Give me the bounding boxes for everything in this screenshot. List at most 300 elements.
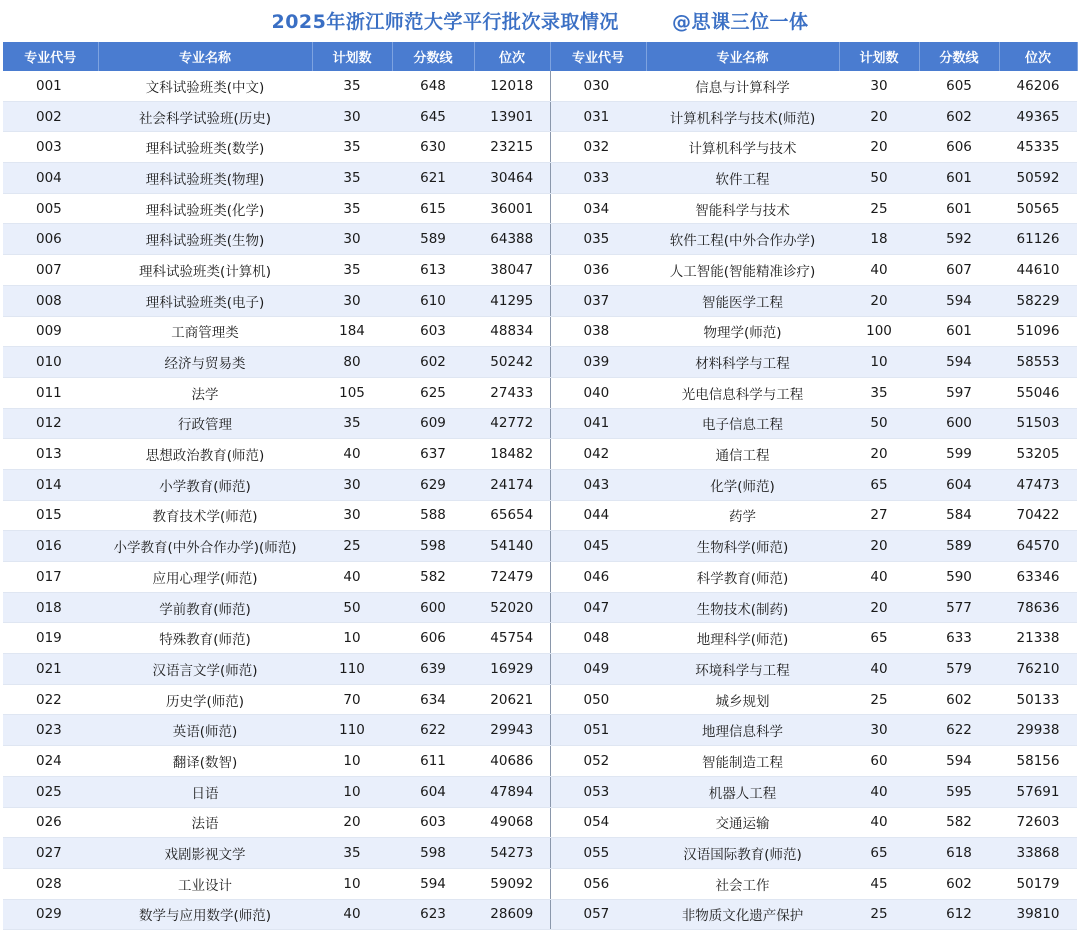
table-cell: 生物技术(制药) (646, 592, 839, 623)
table-cell: 031 (550, 101, 646, 132)
table-cell: 057 (550, 899, 646, 930)
table-cell: 51503 (999, 408, 1077, 439)
table-cell: 化学(师范) (646, 469, 839, 500)
table-cell: 38047 (474, 255, 550, 286)
table-cell: 47473 (999, 469, 1077, 500)
table-body (3, 71, 1077, 930)
table-cell: 地理科学(师范) (646, 623, 839, 654)
table-cell: 577 (919, 592, 999, 623)
table-cell: 58229 (999, 285, 1077, 316)
table-cell: 学前教育(师范) (98, 592, 312, 623)
table-row (3, 132, 1077, 163)
table-cell: 16929 (474, 654, 550, 685)
table-row (3, 746, 1077, 777)
table-cell: 029 (3, 899, 98, 930)
table-cell: 65 (839, 469, 919, 500)
table-cell: 58553 (999, 347, 1077, 378)
table-cell: 47894 (474, 776, 550, 807)
table-cell: 602 (919, 684, 999, 715)
table-cell: 629 (392, 469, 474, 500)
table-cell: 35 (312, 408, 392, 439)
table-cell: 64570 (999, 531, 1077, 562)
table-cell: 35 (312, 193, 392, 224)
table-cell: 033 (550, 163, 646, 194)
table-cell: 023 (3, 715, 98, 746)
table-cell: 009 (3, 316, 98, 347)
table-cell: 40 (839, 776, 919, 807)
table-cell: 594 (392, 868, 474, 899)
table-cell: 60 (839, 746, 919, 777)
table-cell: 35 (312, 838, 392, 869)
table-cell: 634 (392, 684, 474, 715)
table-cell: 40 (839, 255, 919, 286)
table-cell: 606 (392, 623, 474, 654)
table-cell: 58156 (999, 746, 1077, 777)
table-cell: 30 (839, 715, 919, 746)
table-row (3, 531, 1077, 562)
table-cell: 637 (392, 439, 474, 470)
table-cell: 27 (839, 500, 919, 531)
table-cell: 20 (312, 807, 392, 838)
table-cell: 615 (392, 193, 474, 224)
table-cell: 600 (392, 592, 474, 623)
table-cell: 043 (550, 469, 646, 500)
table-cell: 110 (312, 715, 392, 746)
table-cell: 10 (312, 776, 392, 807)
table-cell: 184 (312, 316, 392, 347)
table-cell: 105 (312, 377, 392, 408)
table-cell: 61126 (999, 224, 1077, 255)
table-cell: 018 (3, 592, 98, 623)
table-cell: 035 (550, 224, 646, 255)
table-cell: 047 (550, 592, 646, 623)
table-cell: 40 (312, 899, 392, 930)
table-cell: 工商管理类 (98, 316, 312, 347)
table-cell: 理科试验班类(电子) (98, 285, 312, 316)
table-cell: 工业设计 (98, 868, 312, 899)
table-cell: 30 (312, 500, 392, 531)
table-cell: 40 (312, 439, 392, 470)
table-cell: 思想政治教育(师范) (98, 439, 312, 470)
table-cell: 汉语言文学(师范) (98, 654, 312, 685)
table-cell: 622 (392, 715, 474, 746)
table-cell: 30 (312, 285, 392, 316)
table-cell: 64388 (474, 224, 550, 255)
table-cell: 599 (919, 439, 999, 470)
table-cell: 35 (312, 132, 392, 163)
table-cell: 042 (550, 439, 646, 470)
table-cell: 051 (550, 715, 646, 746)
table-cell: 038 (550, 316, 646, 347)
table-cell: 592 (919, 224, 999, 255)
table-cell: 605 (919, 71, 999, 101)
table-cell: 35 (312, 255, 392, 286)
table-cell: 英语(师范) (98, 715, 312, 746)
table-cell: 52020 (474, 592, 550, 623)
table-cell: 日语 (98, 776, 312, 807)
table-cell: 社会工作 (646, 868, 839, 899)
table-cell: 026 (3, 807, 98, 838)
table-cell: 25 (839, 899, 919, 930)
table-cell: 014 (3, 469, 98, 500)
table-cell: 25 (312, 531, 392, 562)
table-cell: 582 (392, 562, 474, 593)
table-cell: 65654 (474, 500, 550, 531)
table-cell: 030 (550, 71, 646, 101)
table-cell: 数学与应用数学(师范) (98, 899, 312, 930)
table-cell: 信息与计算科学 (646, 71, 839, 101)
table-cell: 法语 (98, 807, 312, 838)
table-cell: 048 (550, 623, 646, 654)
table-cell: 579 (919, 654, 999, 685)
table-cell: 物理学(师范) (646, 316, 839, 347)
table-cell: 002 (3, 101, 98, 132)
table-cell: 584 (919, 500, 999, 531)
table-cell: 20 (839, 132, 919, 163)
table-cell: 602 (392, 347, 474, 378)
table-cell: 008 (3, 285, 98, 316)
table-cell: 040 (550, 377, 646, 408)
table-cell: 29943 (474, 715, 550, 746)
table-cell: 648 (392, 71, 474, 101)
table-cell: 药学 (646, 500, 839, 531)
table-cell: 600 (919, 408, 999, 439)
table-cell: 021 (3, 654, 98, 685)
table-cell: 72603 (999, 807, 1077, 838)
table-cell: 015 (3, 500, 98, 531)
table-row (3, 899, 1077, 930)
table-cell: 科学教育(师范) (646, 562, 839, 593)
table-cell: 65 (839, 838, 919, 869)
table-cell: 28609 (474, 899, 550, 930)
table-cell: 智能制造工程 (646, 746, 839, 777)
table-cell: 生物科学(师范) (646, 531, 839, 562)
table-cell: 621 (392, 163, 474, 194)
page-title (0, 0, 1080, 42)
table-cell: 053 (550, 776, 646, 807)
table-cell: 理科试验班类(物理) (98, 163, 312, 194)
table-row (3, 347, 1077, 378)
table-cell: 045 (550, 531, 646, 562)
header-cell: 分数线 (392, 42, 474, 71)
admission-table (3, 42, 1078, 930)
table-row (3, 408, 1077, 439)
table-row (3, 377, 1077, 408)
table-cell: 10 (312, 746, 392, 777)
table-cell: 645 (392, 101, 474, 132)
table-cell: 50 (312, 592, 392, 623)
table-cell: 017 (3, 562, 98, 593)
table-cell: 037 (550, 285, 646, 316)
table-cell: 70422 (999, 500, 1077, 531)
table-cell: 20 (839, 531, 919, 562)
table-cell: 603 (392, 316, 474, 347)
table-cell: 机器人工程 (646, 776, 839, 807)
table-cell: 25 (839, 684, 919, 715)
table-row (3, 469, 1077, 500)
table-cell: 39810 (999, 899, 1077, 930)
table-row (3, 684, 1077, 715)
table-cell: 613 (392, 255, 474, 286)
header-cell: 位次 (999, 42, 1077, 71)
table-row (3, 592, 1077, 623)
table-cell: 40686 (474, 746, 550, 777)
table-cell: 46206 (999, 71, 1077, 101)
table-cell: 589 (919, 531, 999, 562)
table-cell: 计算机科学与技术(师范) (646, 101, 839, 132)
table-cell: 623 (392, 899, 474, 930)
table-cell: 应用心理学(师范) (98, 562, 312, 593)
table-cell: 027 (3, 838, 98, 869)
table-row (3, 776, 1077, 807)
table-row (3, 193, 1077, 224)
table-cell: 48834 (474, 316, 550, 347)
table-cell: 35 (312, 163, 392, 194)
table-cell: 30464 (474, 163, 550, 194)
table-cell: 10 (312, 623, 392, 654)
table-cell: 电子信息工程 (646, 408, 839, 439)
table-row (3, 623, 1077, 654)
table-cell: 582 (919, 807, 999, 838)
table-cell: 35 (312, 71, 392, 101)
table-cell: 78636 (999, 592, 1077, 623)
table-cell: 010 (3, 347, 98, 378)
table-cell: 30 (312, 469, 392, 500)
table-cell: 通信工程 (646, 439, 839, 470)
table-cell: 594 (919, 347, 999, 378)
table-cell: 604 (392, 776, 474, 807)
table-cell: 45335 (999, 132, 1077, 163)
table-row (3, 500, 1077, 531)
table-cell: 戏剧影视文学 (98, 838, 312, 869)
table-cell: 602 (919, 868, 999, 899)
table-cell: 003 (3, 132, 98, 163)
table-cell: 18482 (474, 439, 550, 470)
table-cell: 历史学(师范) (98, 684, 312, 715)
table-cell: 595 (919, 776, 999, 807)
table-cell: 100 (839, 316, 919, 347)
table-cell: 理科试验班类(计算机) (98, 255, 312, 286)
table-row (3, 316, 1077, 347)
table-cell: 039 (550, 347, 646, 378)
table-cell: 理科试验班类(化学) (98, 193, 312, 224)
table-cell: 601 (919, 163, 999, 194)
watermark-handle: @思课三位一体 (672, 11, 809, 33)
table-cell: 35 (839, 377, 919, 408)
table-cell: 639 (392, 654, 474, 685)
table-cell: 30 (312, 224, 392, 255)
table-cell: 50242 (474, 347, 550, 378)
table-cell: 50 (839, 408, 919, 439)
table-cell: 41295 (474, 285, 550, 316)
table-cell: 80 (312, 347, 392, 378)
table-cell: 63346 (999, 562, 1077, 593)
table-cell: 044 (550, 500, 646, 531)
table-cell: 30 (312, 101, 392, 132)
table-cell: 27433 (474, 377, 550, 408)
table-cell: 45 (839, 868, 919, 899)
table-cell: 软件工程 (646, 163, 839, 194)
table-cell: 032 (550, 132, 646, 163)
table-cell: 611 (392, 746, 474, 777)
table-cell: 社会科学试验班(历史) (98, 101, 312, 132)
table-cell: 13901 (474, 101, 550, 132)
table-cell: 40 (839, 654, 919, 685)
table-cell: 041 (550, 408, 646, 439)
table-cell: 20621 (474, 684, 550, 715)
table-cell: 智能医学工程 (646, 285, 839, 316)
table-cell: 602 (919, 101, 999, 132)
table-cell: 计算机科学与技术 (646, 132, 839, 163)
table-row (3, 163, 1077, 194)
table-cell: 001 (3, 71, 98, 101)
table-cell: 76210 (999, 654, 1077, 685)
table-cell: 052 (550, 746, 646, 777)
table-cell: 028 (3, 868, 98, 899)
table-row (3, 562, 1077, 593)
table-cell: 618 (919, 838, 999, 869)
table-cell: 21338 (999, 623, 1077, 654)
header-cell: 计划数 (839, 42, 919, 71)
header-cell: 专业代号 (3, 42, 98, 71)
table-cell: 625 (392, 377, 474, 408)
table-cell: 40 (312, 562, 392, 593)
table-row (3, 224, 1077, 255)
table-cell: 法学 (98, 377, 312, 408)
table-cell: 理科试验班类(数学) (98, 132, 312, 163)
table-cell: 110 (312, 654, 392, 685)
table-cell: 软件工程(中外合作办学) (646, 224, 839, 255)
header-cell: 专业名称 (98, 42, 312, 71)
table-cell: 034 (550, 193, 646, 224)
table-cell: 53205 (999, 439, 1077, 470)
table-cell: 20 (839, 592, 919, 623)
header-cell: 专业代号 (550, 42, 646, 71)
header-cell: 专业名称 (646, 42, 839, 71)
table-cell: 019 (3, 623, 98, 654)
header-cell: 计划数 (312, 42, 392, 71)
table-cell: 40 (839, 562, 919, 593)
table-row (3, 807, 1077, 838)
table-cell: 597 (919, 377, 999, 408)
table-cell: 理科试验班类(生物) (98, 224, 312, 255)
table-cell: 环境科学与工程 (646, 654, 839, 685)
table-cell: 598 (392, 531, 474, 562)
table-cell: 20 (839, 101, 919, 132)
table-row (3, 255, 1077, 286)
table-cell: 630 (392, 132, 474, 163)
table-cell: 文科试验班类(中文) (98, 71, 312, 101)
table-cell: 36001 (474, 193, 550, 224)
table-row (3, 71, 1077, 101)
table-cell: 601 (919, 316, 999, 347)
table-cell: 594 (919, 285, 999, 316)
table-cell: 50179 (999, 868, 1077, 899)
table-cell: 小学教育(师范) (98, 469, 312, 500)
table-cell: 011 (3, 377, 98, 408)
table-cell: 056 (550, 868, 646, 899)
table-cell: 12018 (474, 71, 550, 101)
table-cell: 006 (3, 224, 98, 255)
table-cell: 城乡规划 (646, 684, 839, 715)
table-cell: 055 (550, 838, 646, 869)
table-cell: 29938 (999, 715, 1077, 746)
table-cell: 012 (3, 408, 98, 439)
table-cell: 20 (839, 439, 919, 470)
table-cell: 45754 (474, 623, 550, 654)
table-cell: 24174 (474, 469, 550, 500)
table-cell: 51096 (999, 316, 1077, 347)
table-cell: 交通运输 (646, 807, 839, 838)
table-cell: 612 (919, 899, 999, 930)
table-cell: 046 (550, 562, 646, 593)
table-cell: 603 (392, 807, 474, 838)
table-cell: 598 (392, 838, 474, 869)
table-cell: 10 (839, 347, 919, 378)
table-cell: 601 (919, 193, 999, 224)
table-cell: 65 (839, 623, 919, 654)
table-cell: 72479 (474, 562, 550, 593)
table-cell: 50565 (999, 193, 1077, 224)
title-text: 2025年浙江师范大学平行批次录取情况 (271, 11, 619, 33)
table-cell: 50133 (999, 684, 1077, 715)
table-cell: 42772 (474, 408, 550, 439)
table-cell: 49068 (474, 807, 550, 838)
table-cell: 地理信息科学 (646, 715, 839, 746)
table-cell: 022 (3, 684, 98, 715)
header-cell: 分数线 (919, 42, 999, 71)
table-cell: 633 (919, 623, 999, 654)
table-cell: 609 (392, 408, 474, 439)
table-cell: 594 (919, 746, 999, 777)
table-cell: 23215 (474, 132, 550, 163)
table-row (3, 285, 1077, 316)
table-row (3, 439, 1077, 470)
table-row (3, 838, 1077, 869)
table-cell: 607 (919, 255, 999, 286)
table-cell: 007 (3, 255, 98, 286)
table-cell: 50 (839, 163, 919, 194)
table-cell: 行政管理 (98, 408, 312, 439)
table-cell: 005 (3, 193, 98, 224)
table-cell: 589 (392, 224, 474, 255)
table-cell: 智能科学与技术 (646, 193, 839, 224)
table-cell: 汉语国际教育(师范) (646, 838, 839, 869)
table-cell: 人工智能(智能精准诊疗) (646, 255, 839, 286)
table-cell: 18 (839, 224, 919, 255)
header-cell: 位次 (474, 42, 550, 71)
table-cell: 013 (3, 439, 98, 470)
table-cell: 光电信息科学与工程 (646, 377, 839, 408)
table-cell: 25 (839, 193, 919, 224)
table-cell: 材料科学与工程 (646, 347, 839, 378)
table-cell: 翻译(数智) (98, 746, 312, 777)
table-cell: 025 (3, 776, 98, 807)
table-row (3, 868, 1077, 899)
table-cell: 606 (919, 132, 999, 163)
table-cell: 特殊教育(师范) (98, 623, 312, 654)
table-cell: 44610 (999, 255, 1077, 286)
table-cell: 20 (839, 285, 919, 316)
table-cell: 55046 (999, 377, 1077, 408)
table-cell: 610 (392, 285, 474, 316)
header-row (3, 42, 1077, 71)
table-cell: 30 (839, 71, 919, 101)
table-cell: 54140 (474, 531, 550, 562)
table-cell: 016 (3, 531, 98, 562)
table-cell: 70 (312, 684, 392, 715)
table-cell: 50592 (999, 163, 1077, 194)
